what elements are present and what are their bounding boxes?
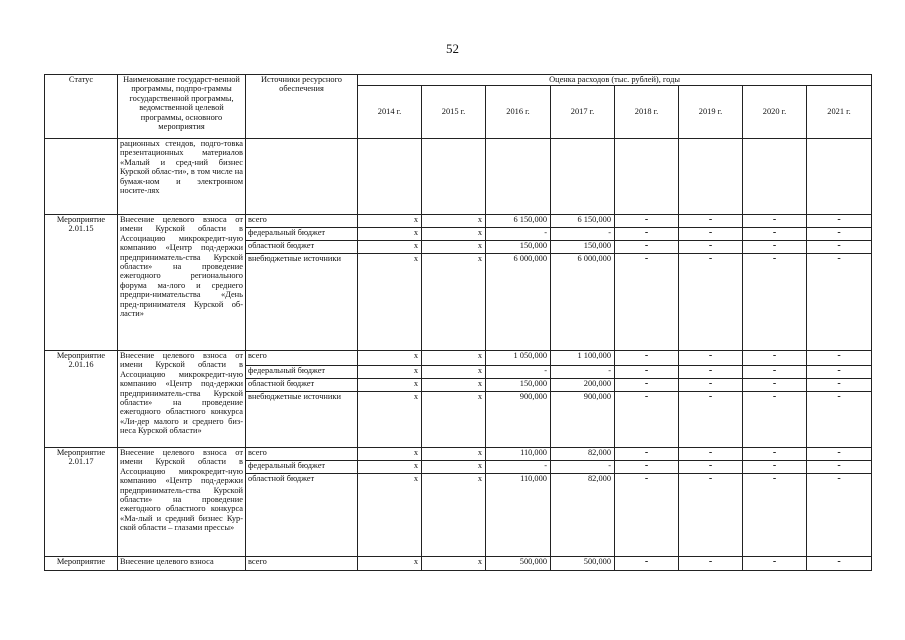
value-cell: - bbox=[743, 474, 807, 557]
funding-source: всего bbox=[246, 351, 358, 366]
value-cell: x bbox=[422, 474, 486, 557]
value-cell: x bbox=[358, 254, 422, 351]
event-description: Внесение целевого взноса от имени Курской области в Ассоциацию микрокредит-ную компанию «Центр под-держки предприниматель-ства Курской области» на проведение ежегодного регионального форума ма-лого и среднего предпри-нимательства «День пред-принимателя Курской об-ласти» bbox=[118, 215, 246, 351]
header-year: 2019 г. bbox=[679, 86, 743, 139]
value-cell: - bbox=[807, 557, 872, 571]
value-cell: - bbox=[615, 351, 679, 366]
value-cell: 150,000 bbox=[551, 241, 615, 254]
value-cell: - bbox=[551, 461, 615, 474]
value-cell: x bbox=[358, 228, 422, 241]
value-cell: x bbox=[358, 379, 422, 392]
value-cell: - bbox=[615, 392, 679, 448]
value-cell: - bbox=[615, 448, 679, 461]
value-cell: 1 100,000 bbox=[551, 351, 615, 366]
value-cell: 82,000 bbox=[551, 474, 615, 557]
value-cell: - bbox=[807, 241, 872, 254]
value-cell: 500,000 bbox=[486, 557, 551, 571]
header-year: 2016 г. bbox=[486, 86, 551, 139]
value-cell: - bbox=[807, 461, 872, 474]
table-row bbox=[45, 557, 872, 571]
page-number: 52 bbox=[446, 41, 459, 56]
funding-source: внебюджетные источники bbox=[246, 254, 358, 351]
value-cell: - bbox=[486, 366, 551, 379]
value-cell: - bbox=[679, 351, 743, 366]
value-cell: - bbox=[551, 228, 615, 241]
value-cell: x bbox=[358, 215, 422, 228]
header-year: 2020 г. bbox=[743, 86, 807, 139]
funding-source: федеральный бюджет bbox=[246, 366, 358, 379]
value-cell: 900,000 bbox=[551, 392, 615, 448]
value-cell: - bbox=[743, 379, 807, 392]
value-cell: - bbox=[743, 254, 807, 351]
value-cell: - bbox=[615, 474, 679, 557]
value-cell: x bbox=[422, 379, 486, 392]
value-cell: - bbox=[679, 366, 743, 379]
value-cell: - bbox=[679, 392, 743, 448]
table-row bbox=[45, 351, 872, 366]
value-cell: - bbox=[807, 448, 872, 461]
header-status: Статус bbox=[45, 75, 118, 139]
funding-source: областной бюджет bbox=[246, 474, 358, 557]
value-cell: - bbox=[743, 448, 807, 461]
event-status: Мероприятие 2.01.17 bbox=[45, 448, 118, 557]
value-cell: 150,000 bbox=[486, 241, 551, 254]
header-year: 2017 г. bbox=[551, 86, 615, 139]
header-year: 2018 г. bbox=[615, 86, 679, 139]
event-description: Внесение целевого взноса от имени Курской области в Ассоциацию микрокредит-ную компанию «Центр под-держки предприниматель-ства Курской области» на проведение ежегодного областного конкурса «Ма-лый и средний бизнес Кур-ской области – глазами прессы» bbox=[118, 448, 246, 557]
value-cell: x bbox=[358, 366, 422, 379]
value-cell: 1 050,000 bbox=[486, 351, 551, 366]
value-cell: - bbox=[615, 366, 679, 379]
value-cell: x bbox=[358, 241, 422, 254]
continuation-description: рационных стендов, подго-товка презентационных материалов «Малый и сред-ний бизнес Курской облас-ти», в том числе на бумаж-ном и электронном носите-лях bbox=[118, 139, 246, 215]
value-cell: - bbox=[679, 241, 743, 254]
table-row bbox=[45, 215, 872, 228]
value-cell: - bbox=[807, 366, 872, 379]
value-cell: x bbox=[358, 474, 422, 557]
value-cell: - bbox=[551, 366, 615, 379]
value-cell: - bbox=[679, 228, 743, 241]
value-cell: - bbox=[743, 461, 807, 474]
value-cell: - bbox=[807, 392, 872, 448]
funding-source: федеральный бюджет bbox=[246, 461, 358, 474]
value-cell: - bbox=[679, 254, 743, 351]
value-cell: - bbox=[615, 215, 679, 228]
value-cell: x bbox=[358, 351, 422, 366]
value-cell: x bbox=[358, 557, 422, 571]
value-cell: - bbox=[615, 379, 679, 392]
value-cell: x bbox=[422, 448, 486, 461]
blocks-body bbox=[45, 215, 872, 571]
value-cell: - bbox=[679, 461, 743, 474]
header-row-1 bbox=[45, 75, 872, 86]
value-cell: - bbox=[807, 215, 872, 228]
funding-source: всего bbox=[246, 448, 358, 461]
value-cell: - bbox=[743, 215, 807, 228]
event-description: Внесение целевого взноса от имени Курской области в Ассоциацию микрокредит-ную компанию «Центр под-держки предприниматель-ства Курской области» на проведение ежегодного областного конкурса «Ли-дер малого и среднего биз-неса Курской области» bbox=[118, 351, 246, 448]
funding-source: внебюджетные источники bbox=[246, 392, 358, 448]
value-cell: x bbox=[358, 392, 422, 448]
value-cell: - bbox=[807, 474, 872, 557]
value-cell: x bbox=[422, 392, 486, 448]
value-cell: - bbox=[615, 254, 679, 351]
expenditure-table bbox=[44, 74, 872, 571]
value-cell: 110,000 bbox=[486, 474, 551, 557]
value-cell: - bbox=[679, 379, 743, 392]
value-cell: x bbox=[422, 241, 486, 254]
header-year: 2014 г. bbox=[358, 86, 422, 139]
value-cell: 900,000 bbox=[486, 392, 551, 448]
value-cell: x bbox=[422, 461, 486, 474]
value-cell: - bbox=[743, 351, 807, 366]
header-year: 2021 г. bbox=[807, 86, 872, 139]
value-cell: x bbox=[422, 557, 486, 571]
value-cell: x bbox=[422, 215, 486, 228]
value-cell: 6 000,000 bbox=[551, 254, 615, 351]
value-cell: 110,000 bbox=[486, 448, 551, 461]
event-status: Мероприятие 2.01.16 bbox=[45, 351, 118, 448]
value-cell: - bbox=[807, 254, 872, 351]
value-cell: x bbox=[422, 228, 486, 241]
value-cell: 150,000 bbox=[486, 379, 551, 392]
value-cell: 82,000 bbox=[551, 448, 615, 461]
value-cell: x bbox=[422, 366, 486, 379]
value-cell: 6 000,000 bbox=[486, 254, 551, 351]
value-cell: x bbox=[422, 254, 486, 351]
value-cell: 500,000 bbox=[551, 557, 615, 571]
value-cell: - bbox=[679, 215, 743, 228]
funding-source: областной бюджет bbox=[246, 379, 358, 392]
value-cell: 6 150,000 bbox=[486, 215, 551, 228]
value-cell: - bbox=[615, 228, 679, 241]
funding-source: всего bbox=[246, 215, 358, 228]
value-cell: - bbox=[615, 241, 679, 254]
value-cell: - bbox=[743, 392, 807, 448]
value-cell: - bbox=[486, 461, 551, 474]
value-cell: x bbox=[422, 351, 486, 366]
value-cell: - bbox=[679, 474, 743, 557]
value-cell: 200,000 bbox=[551, 379, 615, 392]
funding-source: областной бюджет bbox=[246, 241, 358, 254]
table-row bbox=[45, 448, 872, 461]
event-status: Мероприятие bbox=[45, 557, 118, 571]
value-cell: - bbox=[679, 448, 743, 461]
funding-source: федеральный бюджет bbox=[246, 228, 358, 241]
value-cell: - bbox=[743, 228, 807, 241]
value-cell: - bbox=[743, 366, 807, 379]
event-status: Мероприятие 2.01.15 bbox=[45, 215, 118, 351]
header-sources: Источники ресурсного обеспечения bbox=[246, 75, 358, 139]
value-cell: - bbox=[743, 557, 807, 571]
value-cell: - bbox=[743, 241, 807, 254]
funding-source: всего bbox=[246, 557, 358, 571]
value-cell: - bbox=[679, 557, 743, 571]
continuation-row bbox=[45, 139, 872, 215]
value-cell: 6 150,000 bbox=[551, 215, 615, 228]
value-cell: - bbox=[807, 379, 872, 392]
value-cell: - bbox=[807, 228, 872, 241]
value-cell: - bbox=[615, 461, 679, 474]
value-cell: x bbox=[358, 461, 422, 474]
header-estimate: Оценка расходов (тыс. рублей), годы bbox=[358, 75, 872, 86]
event-description: Внесение целевого взноса bbox=[118, 557, 246, 571]
value-cell: x bbox=[358, 448, 422, 461]
header-name: Наименование государст-венной программы, подпро-граммы государственной программы, ведомственной целевой программы, основного мероприятия bbox=[118, 75, 246, 139]
header-year: 2015 г. bbox=[422, 86, 486, 139]
value-cell: - bbox=[615, 557, 679, 571]
value-cell: - bbox=[807, 351, 872, 366]
value-cell: - bbox=[486, 228, 551, 241]
